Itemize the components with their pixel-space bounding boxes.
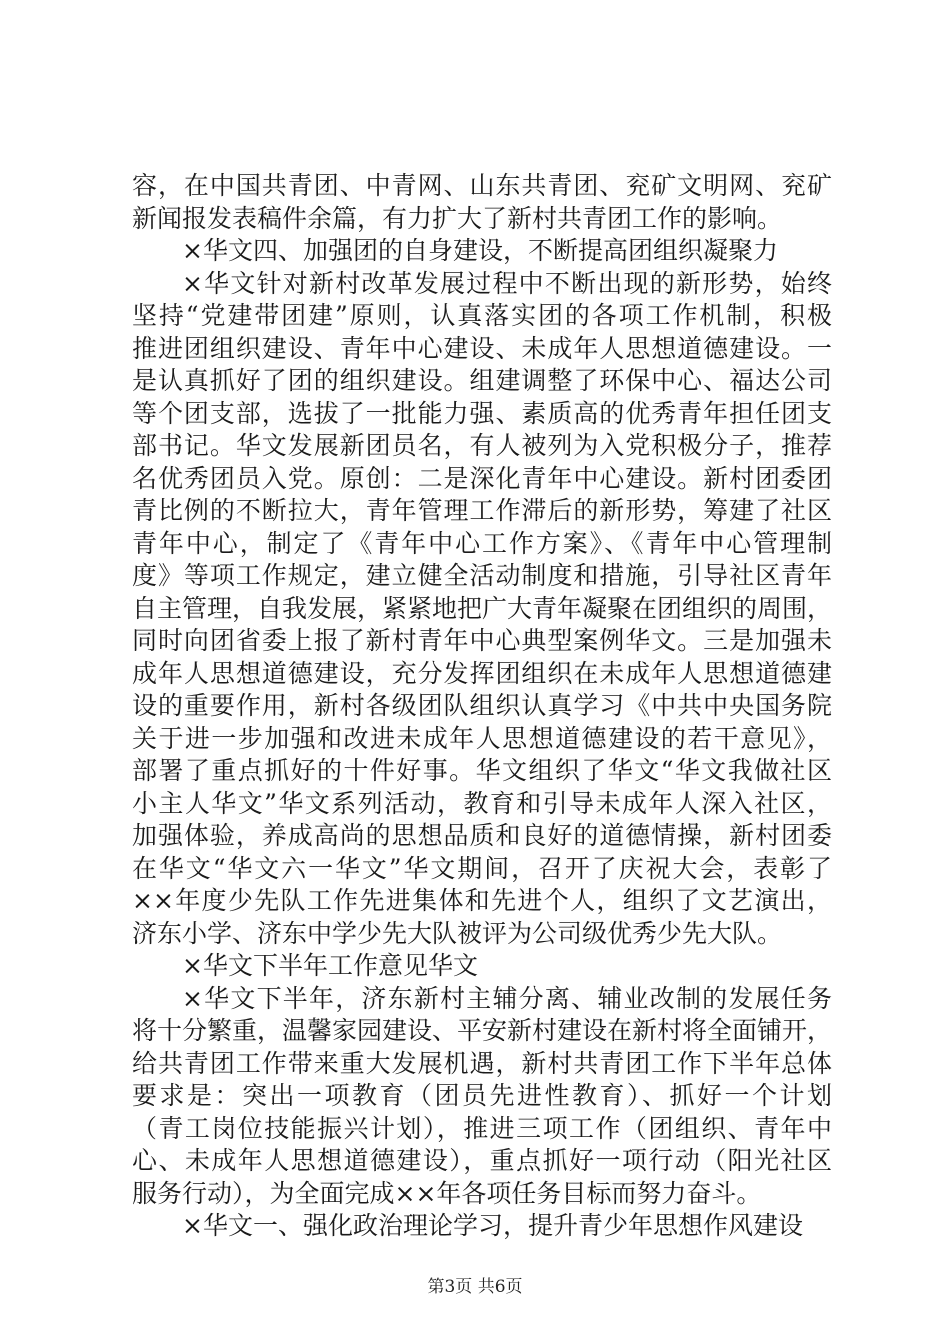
text-line: ×华文下半年工作意见华文	[182, 951, 478, 980]
text-line: 成年人思想道德建设，充分发挥团组织在未成年人思想道德建	[132, 658, 832, 688]
text-line: 在华文“华文六一华文”华文期间，召开了庆祝大会，表彰了	[132, 853, 832, 883]
text-line: ×华文一、强化政治理论学习，提升青少年思想作风建设	[182, 1211, 803, 1240]
text-line: 将十分繁重，温馨家园建设、平安新村建设在新村将全面铺开，	[132, 1016, 833, 1045]
text-line: 要求是：突出一项教育（团员先进性教育）、抓好一个计划	[132, 1081, 832, 1110]
text-line: 容，在中国共青团、中青网、山东共青团、兖矿文明网、兖矿	[132, 171, 832, 200]
text-line: 服务行动），为全面完成××年各项任务目标而努力奋斗。	[132, 1178, 762, 1208]
text-line: 坚持“党建带团建”原则，认真落实团的各项工作机制，积极	[132, 301, 832, 330]
text-line: ×华文针对新村改革发展过程中不断出现的新形势，始终	[182, 268, 832, 298]
text-line: 新闻报发表稿件余篇，有力扩大了新村共青团工作的影响。	[132, 203, 783, 233]
text-line: 部书记。华文发展新团员名，有人被列为入党积极分子，推荐	[132, 431, 832, 460]
text-line: 推进团组织建设、青年中心建设、未成年人思想道德建设。一	[132, 333, 832, 363]
text-line: 等个团支部，选拔了一批能力强、素质高的优秀青年担任团支	[132, 398, 832, 428]
text-line: 关于进一步加强和改进未成年人思想道德建设的若干意见》，	[132, 723, 832, 753]
text-line: （青工岗位技能振兴计划），推进三项工作（团组织、青年中	[132, 1113, 832, 1143]
text-line: 加强体验，养成高尚的思想品质和良好的道德情操，新村团委	[132, 821, 832, 850]
text-line: 设的重要作用，新村各级团队组织认真学习《中共中央国务院	[132, 691, 832, 720]
text-line: 度》等项工作规定，建立健全活动制度和措施，引导社区青年	[132, 561, 832, 590]
text-line: 青年中心，制定了《青年中心工作方案》、《青年中心管理制	[132, 528, 832, 558]
text-line: ××年度少先队工作先进集体和先进个人，组织了文艺演出，	[132, 886, 832, 915]
text-line: 心、未成年人思想道德建设），重点抓好一项行动（阳光社区	[132, 1146, 832, 1175]
text-line: ×华文下半年，济东新村主辅分离、辅业改制的发展任务	[182, 983, 832, 1013]
text-line: 同时向团省委上报了新村青年中心典型案例华文。三是加强未	[132, 626, 832, 655]
text-line: ×华文四、加强团的自身建设，不断提高团组织凝聚力	[182, 236, 778, 265]
text-line: 济东小学、济东中学少先大队被评为公司级优秀少先大队。	[132, 918, 783, 948]
document-body	[132, 170, 832, 1243]
text-line: 部署了重点抓好的十件好事。华文组织了华文“华文我做社区	[132, 756, 832, 785]
text-line: 是认真抓好了团的组织建设。组建调整了环保中心、福达公司	[132, 366, 832, 395]
text-line: 小主人华文”华文系列活动，教育和引导未成年人深入社区，	[132, 788, 832, 818]
text-line: 给共青团工作带来重大发展机遇，新村共青团工作下半年总体	[132, 1048, 832, 1078]
page-footer: 第3页 共6页	[427, 1277, 523, 1297]
text-line: 名优秀团员入党。原创：二是深化青年中心建设。新村团委团	[132, 463, 832, 493]
text-line: 青比例的不断拉大，青年管理工作滞后的新形势，筹建了社区	[132, 496, 832, 525]
text-line: 自主管理，自我发展，紧紧地把广大青年凝聚在团组织的周围，	[132, 593, 833, 623]
